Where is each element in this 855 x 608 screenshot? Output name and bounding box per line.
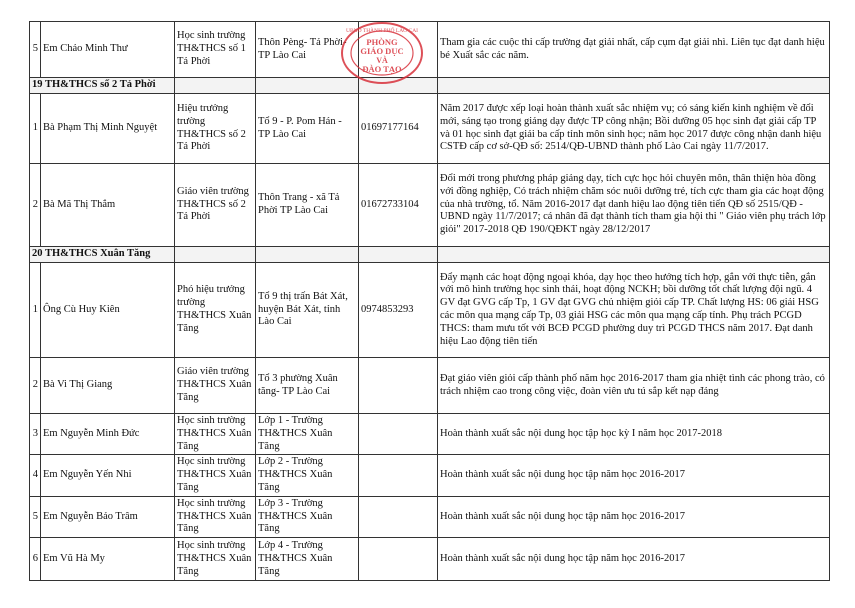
position-cell: Học sinh trường TH&THCS Xuân Tăng: [175, 496, 256, 537]
address-cell: Lớp 1 - Trường TH&THCS Xuân Tăng: [256, 414, 359, 455]
achievement-cell: Đổi mới trong phương pháp giảng dạy, tích cực học hỏi chuyên môn, thân thiện hòa đồng với đồng nghiệp, Có trách nhiệm chăm sóc nuôi dưỡng trẻ, tích cực tham gia các hoạt động của nhà trường, tổ. Năm 2016-2017 đạt danh hiệu lao động tiên tiến QĐ số 2515/QĐ - UBND ngày 11/7/2017; cá nhân đã đạt thành tích tham gia hội thi " Giáo viên phụ trách lớp giỏi" 2017-2018 QĐ 190/QĐKT ngày 28/12/2017: [438, 164, 830, 247]
achievement-cell: Hoàn thành xuất sắc nội dung học tập năm học 2016-2017: [438, 496, 830, 537]
row-number: 2: [30, 164, 41, 247]
row-number: 2: [30, 358, 41, 414]
position-cell: Học sinh trường TH&THCS số 1 Tả Phời: [175, 22, 256, 78]
row-number: 3: [30, 414, 41, 455]
person-name: Em Chảo Minh Thư: [41, 22, 175, 78]
table-row: [30, 94, 830, 164]
person-name: Bà Phạm Thị Minh Nguyệt: [41, 94, 175, 164]
row-number: 6: [30, 538, 41, 581]
row-number: 4: [30, 455, 41, 496]
address-cell: Thôn Pèng- Tả Phời-TP Lào Cai: [256, 22, 359, 78]
person-name: Ông Cù Huy Kiên: [41, 263, 175, 358]
position-cell: Học sinh trường TH&THCS Xuân Tăng: [175, 538, 256, 581]
phone-cell: [359, 358, 438, 414]
seal-text-line1: PHÒNG: [366, 37, 398, 47]
position-cell: Hiệu trưởng trường TH&THCS số 2 Tả Phời: [175, 94, 256, 164]
position-cell: Học sinh trường TH&THCS Xuân Tăng: [175, 414, 256, 455]
section-row: [30, 78, 830, 94]
achievement-cell: Hoàn thành xuất sắc nội dung học tập năm học 2016-2017: [438, 455, 830, 496]
award-nomination-table: [29, 21, 830, 581]
address-cell: Lớp 2 - Trường TH&THCS Xuân Tăng: [256, 455, 359, 496]
table-row: [30, 22, 830, 78]
achievement-cell: Đẩy mạnh các hoạt động ngoại khóa, dạy học theo hướng tích hợp, gắn với thực tiễn, gắn với mô hình trường học sinh thái, hoạt động NCKH; bồi dưỡng tốt chất lượng đội ngũ. 4 GV đạt GVG cấp Tp, 1 GV đạt GVG chủ nhiệm giỏi cấp TP. Chất lượng HS: 06 giải HSG các môn qua mạng cấp Tp, 03 giải HSG các môn qua mạng cấp tỉnh. Phụ trách PCGD THCS: tham mưu tốt với BCĐ PCGD phường duy trì PCGD THCS năm 2017. Đạt danh hiệu Lao động tiên tiến: [438, 263, 830, 358]
section-number: 20: [32, 248, 43, 260]
phone-cell: [359, 414, 438, 455]
address-cell: Tổ 3 phường Xuân tăng- TP Lào Cai: [256, 358, 359, 414]
table-row: [30, 414, 830, 455]
section-row: [30, 247, 830, 263]
table-row: [30, 164, 830, 247]
empty-cell: [438, 247, 830, 263]
seal-text-line4: ĐÀO TẠO: [362, 64, 402, 74]
seal-text-line3: VÀ: [376, 56, 388, 65]
table-row: [30, 538, 830, 581]
phone-cell: 0974853293: [359, 263, 438, 358]
empty-cell: [359, 247, 438, 263]
achievement-cell: Năm 2017 được xếp loại hoàn thành xuất sắc nhiệm vụ; có sáng kiến kinh nghiệm về đổi mới, sáng tạo trong giảng dạy được TP công nhận; Bồi dưỡng 05 học sinh đạt giải cấp TP và 01 học sinh đạt giải ba cấp tỉnh môn sinh học; năm học 2017 được công nhận danh hiệu CSTĐ cấp cơ sở-QĐ số: 2514/QĐ-UBND thành phố Lào Cai ngày 11/7/2017.: [438, 94, 830, 164]
address-cell: Thôn Trang - xã Tả Phời TP Lào Cai: [256, 164, 359, 247]
seal-text-line2: GIÁO DỤC: [360, 46, 404, 56]
address-cell: Lớp 4 - Trường TH&THCS Xuân Tăng: [256, 538, 359, 581]
position-cell: Học sinh trường TH&THCS Xuân Tăng: [175, 455, 256, 496]
section-name: TH&THCS số 2 Tả Phời: [44, 79, 156, 91]
address-cell: Tổ 9 thị trấn Bát Xát, huyện Bát Xát, tỉnh Lào Cai: [256, 263, 359, 358]
phone-cell: 01697177164: [359, 94, 438, 164]
achievement-cell: Hoàn thành xuất sắc nội dung học tập học kỳ I năm học 2017-2018: [438, 414, 830, 455]
phone-cell: 01672733104: [359, 164, 438, 247]
address-cell: Lớp 3 - Trường TH&THCS Xuân Tăng: [256, 496, 359, 537]
person-name: Bà Vi Thị Giang: [41, 358, 175, 414]
row-number: 1: [30, 94, 41, 164]
person-name: Bà Mã Thị Thắm: [41, 164, 175, 247]
table-row: [30, 263, 830, 358]
achievement-cell: Đạt giáo viên giỏi cấp thành phố năm học 2016-2017 tham gia nhiệt tình các phong trào, có trách nhiệm cao trong công việc, đoàn viên ưu tú sắp kết nạp đảng: [438, 358, 830, 414]
seal-stamp: [336, 20, 428, 86]
table-row: [30, 455, 830, 496]
table-row: [30, 358, 830, 414]
empty-cell: [256, 247, 359, 263]
position-cell: Giáo viên trường TH&THCS số 2 Tả Phời: [175, 164, 256, 247]
row-number: 1: [30, 263, 41, 358]
section-title: [30, 247, 175, 263]
position-cell: Giáo viên trường TH&THCS Xuân Tăng: [175, 358, 256, 414]
person-name: Em Nguyễn Minh Đức: [41, 414, 175, 455]
phone-cell: [359, 496, 438, 537]
empty-cell: [175, 247, 256, 263]
achievement-cell: Hoàn thành xuất sắc nội dung học tập năm học 2016-2017: [438, 538, 830, 581]
empty-cell: [438, 78, 830, 94]
section-number: 19: [32, 79, 43, 91]
section-name: TH&THCS Xuân Tăng: [44, 248, 151, 260]
person-name: Em Nguyễn Bảo Trâm: [41, 496, 175, 537]
phone-cell: [359, 538, 438, 581]
phone-cell: [359, 455, 438, 496]
section-title: [30, 78, 175, 94]
person-name: Em Vũ Hà My: [41, 538, 175, 581]
row-number: 5: [30, 496, 41, 537]
person-name: Em Nguyễn Yến Nhi: [41, 455, 175, 496]
row-number: 5: [30, 22, 41, 78]
seal-ring-text: UBND THÀNH PHỐ LÀO CAI: [345, 28, 419, 34]
achievement-cell: Tham gia các cuộc thi cấp trường đạt giải nhất, cấp cụm đạt giải nhì. Liên tục đạt danh hiệu bé Xuất sắc các năm.: [438, 22, 830, 78]
address-cell: Tổ 9 - P. Pom Hán - TP Lào Cai: [256, 94, 359, 164]
table-row: [30, 496, 830, 537]
empty-cell: [175, 78, 256, 94]
position-cell: Phó hiệu trưởng trường TH&THCS Xuân Tăng: [175, 263, 256, 358]
